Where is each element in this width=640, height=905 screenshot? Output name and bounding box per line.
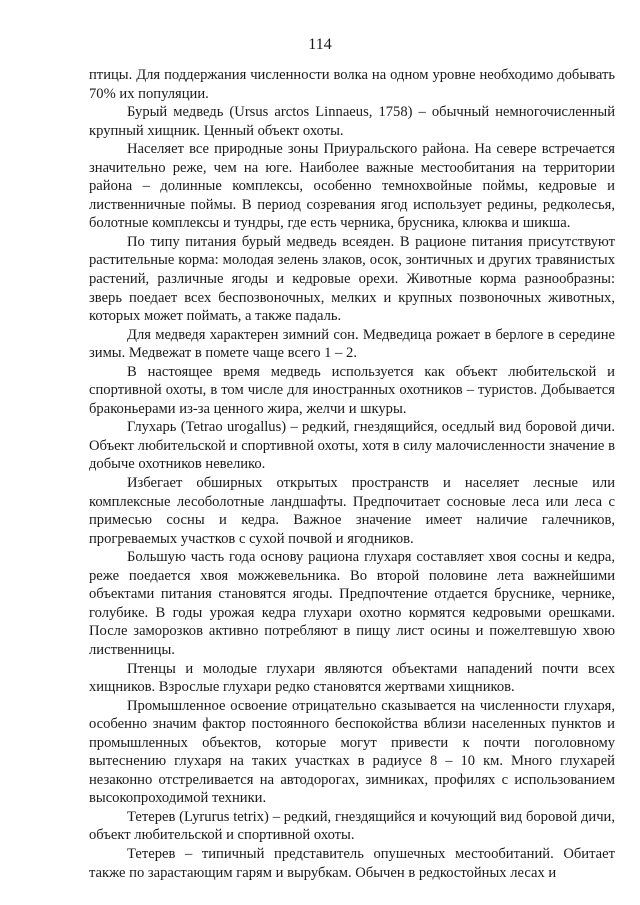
paragraph-brown-bear-hunting: В настоящее время медведь используется как объект любительской и спортивной охоты, в том числе для иностранных охотников – туристов. Добывается браконьерами из-за ценного жира, желчи и шкуры. — [89, 363, 615, 417]
paragraph-capercaillie-habitat: Избегает обширных открытых пространств и населяет лесные или комплексные лесоболотные ландшафты. Предпочитает сосновые леса или леса с примесью сосны и кедра. Важное значение имеет наличие галечников, прогреваемых участков с сухой почвой и ягодников. — [89, 475, 615, 547]
paragraph-brown-bear-habitat: Населяет все природные зоны Приуральского района. На севере встречается значительно реже, чем на юге. Наиболее важные местообитания на территории района – долинные комплексы, особенно темнохвойные поймы, кедровые и лиственничные поймы. В период созревания ягод использует редины, редколесья, болотные комплексы и тундры, где есть черника, брусника, клюква и шикша. — [89, 141, 615, 232]
paragraph-brown-bear-hibernation: Для медведя характерен зимний сон. Медведица рожает в берлоге в середине зимы. Медвежат в помете чаще всего 1 – 2. — [89, 326, 615, 362]
paragraph-capercaillie-intro: Глухарь (Tetrao urogallus) – редкий, гнездящийся, оседлый вид боровой дичи. Объект любительской и спортивной охоты, хотя в силу малочисленности значение в добыче охотников невелико. — [89, 419, 615, 473]
paragraph-capercaillie-diet: Большую часть года основу рациона глухаря составляет хвоя сосны и кедра, реже поедается хвоя можжевельника. Во второй половине лета важнейшими объектами питания становятся ягоды. Предпочтение отдается бруснике, чернике, голубике. В годы урожая кедра глухари охотно кормятся кедровыми орешками. После заморозков активно потребляют в пищу лист осины и пожелтевшую хвою лиственницы. — [89, 549, 615, 658]
text-body — [89, 66, 615, 882]
paragraph-capercaillie-threats: Промышленное освоение отрицательно сказывается на численности глухаря, особенно значим фактор постоянного беспокойства вблизи населенных пунктов и промышленных объектов, которые могут привести к почти поголовному вытеснению глухаря на таких участках в радиусе 8 – 10 км. Много глухарей незаконно отстреливается на автодорогах, зимниках, профилях с использованием высокопроходимой техники. — [89, 697, 615, 807]
paragraph-capercaillie-predators: Птенцы и молодые глухари являются объектами нападений почти всех хищников. Взрослые глухари редко становятся жертвами хищников. — [89, 660, 615, 696]
paragraph-black-grouse-intro: Тетерев (Lyrurus tetrix) – редкий, гнездящийся и кочующий вид боровой дичи, объект любительской и спортивной охоты. — [89, 808, 615, 844]
paragraph-wolf-continuation: птицы. Для поддержания численности волка на одном уровне необходимо добывать 70% их популяции. — [89, 67, 615, 102]
paragraph-brown-bear-intro: Бурый медведь (Ursus arctos Linnaeus, 1758) – обычный немногочисленный крупный хищник. Ценный объект охоты. — [89, 104, 615, 139]
page-number: 114 — [308, 36, 332, 53]
paragraph-brown-bear-diet: По типу питания бурый медведь всеяден. В рационе питания присутствуют растительные корма: молодая зелень злаков, осок, зонтичных и других травянистых растений, различные ягоды и кедровые орехи. Животные корма разнообразны: зверь поедает всех беспозвоночных, мелких и крупных позвоночных животных, которых может поймать, а также падаль. — [89, 233, 615, 325]
paragraph-black-grouse-habitat: Тетерев – типичный представитель опушечных местообитаний. Обитает также по зарастающим гарям и вырубкам. Обычен в редкостойных лесах и — [89, 845, 615, 881]
